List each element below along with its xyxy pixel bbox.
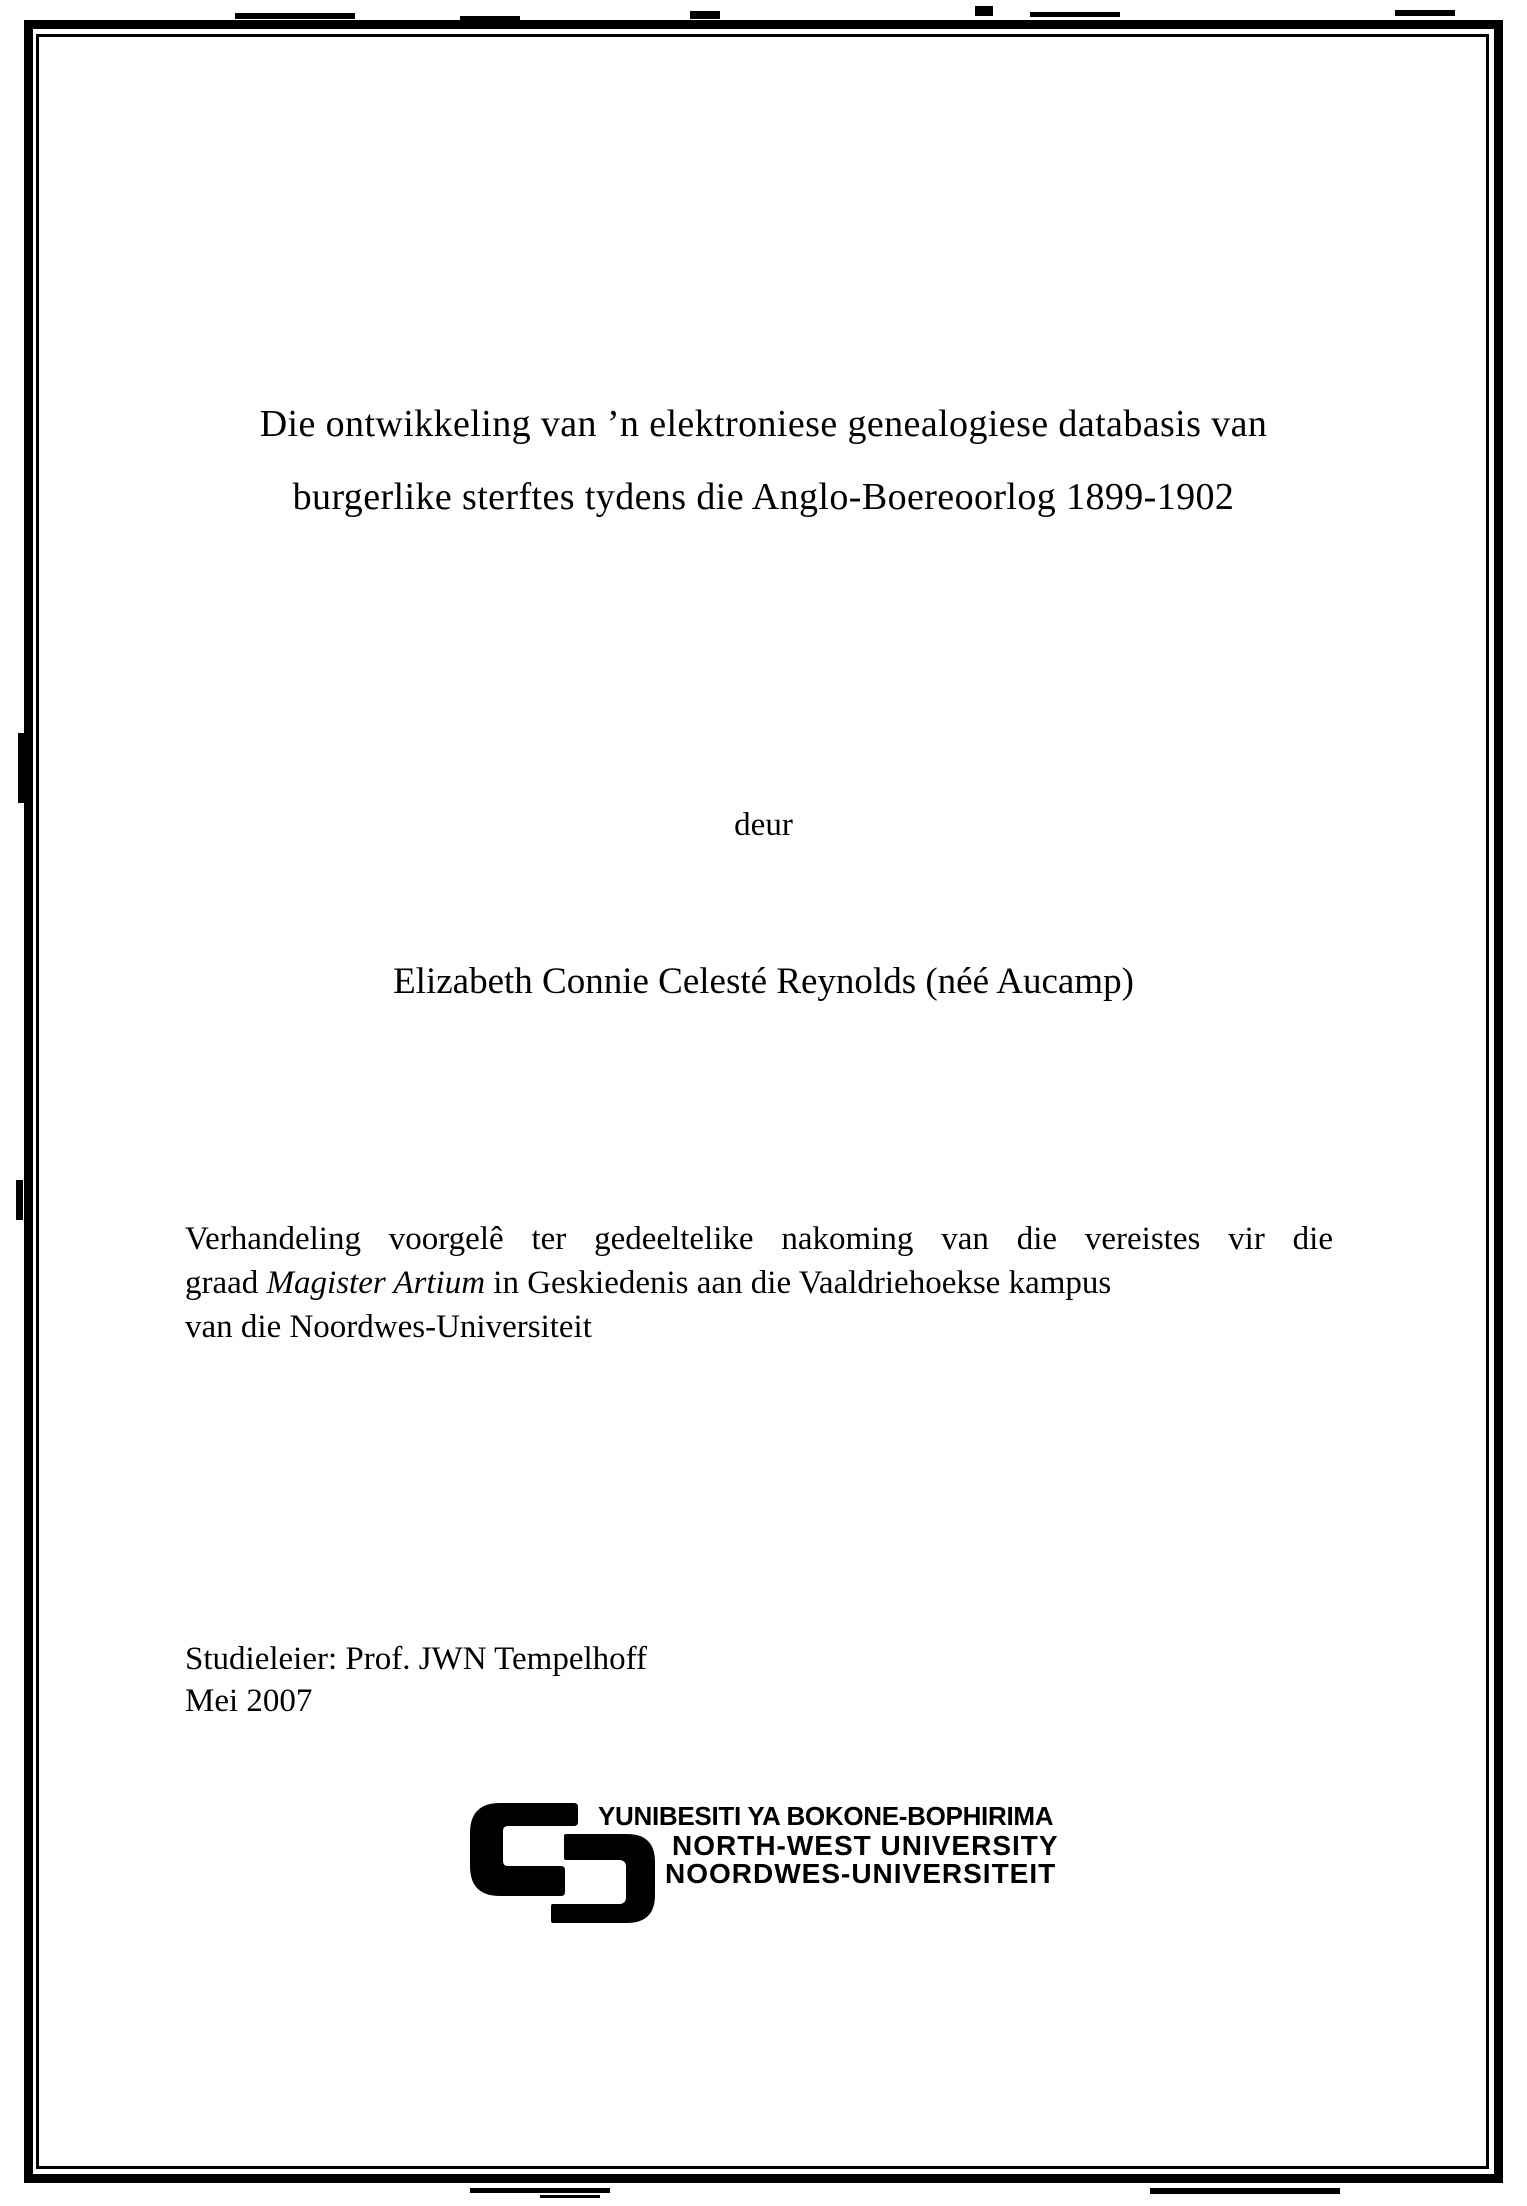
degree-statement-line-2-prefix: graad (185, 1265, 267, 1301)
scan-artifact (16, 1180, 23, 1220)
scan-artifact (1030, 12, 1120, 17)
degree-statement-line-1: Verhandeling voorgelê ter gedeeltelike nakoming van die vereistes vir die (185, 1221, 1333, 1257)
scan-artifact (1150, 2188, 1340, 2194)
scan-artifact (690, 11, 720, 19)
scan-artifact (235, 13, 355, 19)
logo-name-setswana: YUNIBESITI YA BOKONE-BOPHIRIMA (598, 1801, 1054, 1831)
scan-artifact (975, 6, 993, 16)
supervisor-line: Studieleier: Prof. JWN Tempelhoff (185, 1641, 648, 1677)
logo-name-afrikaans: NOORDWES-UNIVERSITEIT (665, 1858, 1057, 1889)
degree-statement-line-3: van die Noordwes-Universiteit (185, 1309, 592, 1345)
supervisor-block (185, 1638, 647, 1722)
thesis-title-line-1: Die ontwikkeling van ’n elektroniese genealogiese databasis van (259, 403, 1268, 445)
scan-artifact (540, 2195, 600, 2198)
thesis-title-line-2: burgerlike sterftes tydens die Anglo-Boereoorlog 1899-1902 (292, 476, 1235, 518)
degree-statement-line-2 (185, 1261, 1333, 1305)
byline: deur (734, 807, 793, 843)
degree-statement (185, 1217, 1333, 1349)
logo-name-english: NORTH-WEST UNIVERSITY (672, 1830, 1059, 1861)
degree-name: Magister Artium (266, 1265, 486, 1301)
scan-artifact (1395, 10, 1455, 16)
author-name: Elizabeth Connie Celesté Reynolds (néé Aucamp) (393, 961, 1134, 1002)
date-line: Mei 2007 (185, 1683, 313, 1719)
scan-artifact (470, 2188, 610, 2193)
degree-statement-line-2-suffix: in Geskiedenis aan die Vaaldriehoekse kampus (485, 1265, 1112, 1301)
